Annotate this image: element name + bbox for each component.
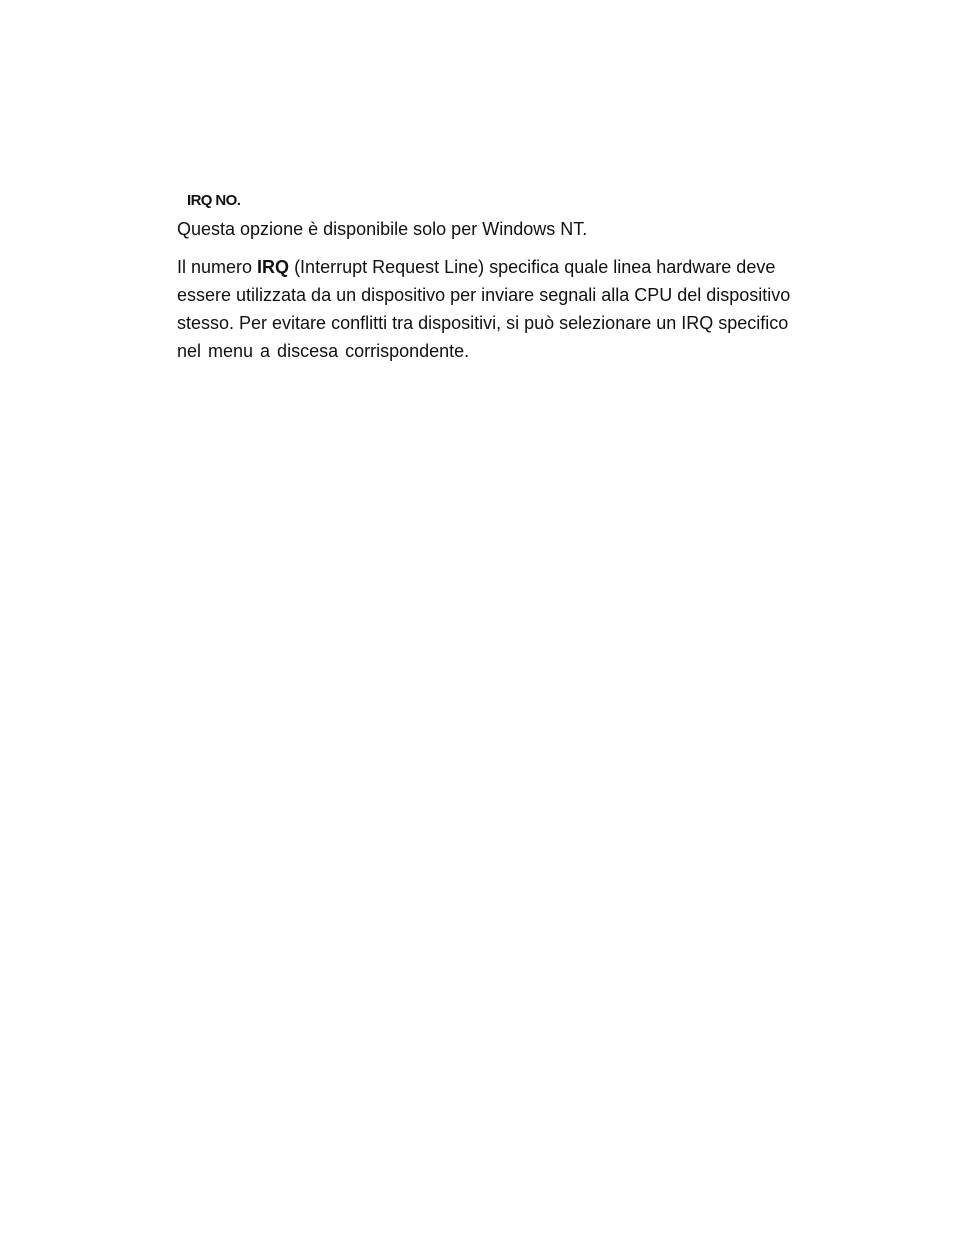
description-line-4: nel menu a discesa corrispondente. (177, 341, 470, 361)
section-heading: IRQ NO. (187, 192, 241, 209)
description-line-3: stesso. Per evitare conflitti tra dispositivi, si può selezionare un IRQ specifico (177, 313, 789, 333)
description-line-2: essere utilizzata da un dispositivo per inviare segnali alla CPU del dispositivo (177, 285, 791, 305)
irq-bold-term: IRQ (257, 257, 290, 277)
page-footer-mark: · · · (157, 1209, 182, 1215)
availability-note: Questa opzione è disponibile solo per Windows NT. (177, 219, 588, 239)
description-line-1 (177, 253, 790, 281)
description-paragraph (177, 253, 790, 365)
description-line-1-start: Il numero (177, 257, 258, 277)
description-line-1-end: (Interrupt Request Line) specifica quale linea hardware deve (289, 257, 776, 277)
